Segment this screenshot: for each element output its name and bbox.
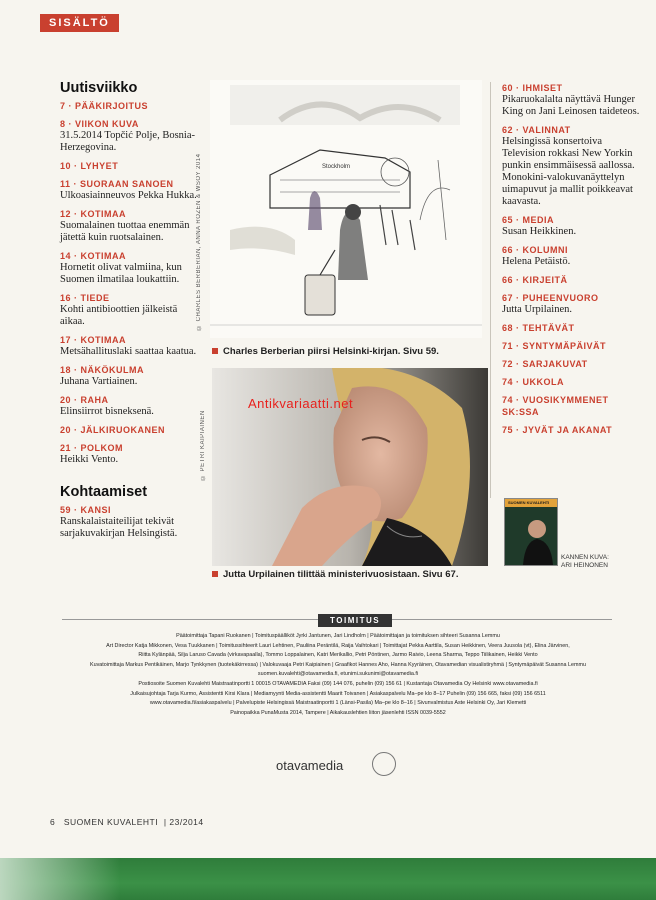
cover-masthead: SUOMEN KUVALEHTI — [508, 500, 550, 505]
toc-item-section: 75 · JYVÄT JA AKANAT — [502, 425, 613, 435]
toc-item — [502, 424, 642, 436]
sketch-illustration — [210, 80, 482, 338]
toc-item-section: 65 · MEDIA — [502, 215, 555, 225]
toc-item-description: 31.5.2014 Topčić Polje, Bosnia-Herzegovina. — [60, 130, 195, 153]
toc-item — [502, 340, 642, 352]
illustration-caption-text: Charles Berberian piirsi Helsinki-kirjan. Sivu 59. — [223, 346, 439, 357]
toc-item — [60, 364, 200, 388]
toc-item-description: Ulkoasiainneuvos Pekka Hukka. — [60, 190, 197, 201]
toc-item-description: Susan Heikkinen. — [502, 226, 577, 237]
toc-item — [502, 274, 642, 286]
staff-row: Julkaisujohtaja Tarja Kurmo, Assistentti Kirsi Klara | Mediamyynti Media-assistentti Maarit Toivanen | Asiakaspalvelu Ma–pe klo 8–17 Puhelin (09) 156 665, faksi (09) 156 6511 — [130, 690, 546, 697]
toc-item — [60, 118, 200, 154]
toc-item-section: 17 · KOTIMAA — [60, 335, 127, 345]
toimitus-label: TOIMITUS — [318, 614, 392, 627]
kohtaamiset-heading: Kohtaamiset — [60, 484, 148, 500]
toc-item-section: 74 · UKKOLA — [502, 377, 565, 387]
photo-credit: © PETRI KAIPIAINEN — [200, 410, 206, 480]
toc-item-section: 72 · SARJAKUVAT — [502, 359, 588, 369]
toc-right-column — [502, 82, 642, 442]
toc-item-section: 8 · VIIKON KUVA — [60, 119, 139, 129]
staff-row: Painopaikka PunaMusta 2014, Tampere | Aikakauslehtien liiton jäsenlehti ISSN 0039-5552 — [230, 709, 446, 716]
toc-item-section: 21 · POLKOM — [60, 443, 124, 453]
page-number: 6 — [50, 817, 56, 827]
toc-item — [60, 208, 200, 244]
page-footer: 6 SUOMEN KUVALEHTI | 23/2014 — [50, 817, 204, 827]
toc-item — [60, 178, 200, 202]
cover-caption-line1: KANNEN KUVA: — [561, 554, 609, 561]
toc-item-section: 7 · PÄÄKIRJOITUS — [60, 101, 149, 111]
cover-image — [505, 499, 557, 565]
toc-item-description: Juhana Vartiainen. — [60, 376, 138, 387]
toc-item — [502, 394, 642, 418]
toc-item — [502, 82, 642, 118]
toc-item — [60, 424, 200, 436]
right-list — [502, 82, 642, 436]
toc-item-section: 20 · RAHA — [60, 395, 109, 405]
toc-item-section: 59 · KANSI — [60, 505, 112, 515]
toc-item-section: 60 · IHMISET — [502, 83, 563, 93]
staff-row: suomen.kuvalehti@otavamedia.fi, etunimi.sukunimi@otavamedia.fi — [257, 671, 419, 678]
staff-row: Postiosoite Suomen Kuvalehti Maistraatinportti 1 00015 OTAVAMEDIA Faksi (09) 144 076, puhelin (09) 156 61 | Kustantaja Otavamedia Oy Helsinki www.otavamedia.fi — [138, 680, 538, 687]
toc-left-column — [60, 80, 200, 546]
kohtaamiset-list — [60, 504, 200, 540]
certification-seal-icon — [372, 752, 396, 776]
toc-item — [502, 322, 642, 334]
publication-name: SUOMEN KUVALEHTI — [63, 817, 159, 827]
staff-row: Art Director Katja Mikkonen, Vesa Tuukkanen | Toimitussihteerit Lauri Lehtinen, Pauliina Peräntilä, Raija Vaihtokari | Toimittajat Pekka Aarttila, Susan Heikkinen, Veera Juusola (vt), Elina Järvinen, — [106, 642, 570, 649]
caption-marker — [212, 348, 218, 354]
toc-item-description: Kohti antibioottien jälkeistä aikaa. — [60, 304, 178, 327]
toc-item — [502, 358, 642, 370]
issue-number: 23/2014 — [169, 817, 204, 827]
toc-item-section: 66 · KOLUMNI — [502, 245, 569, 255]
toc-item — [60, 160, 200, 172]
uutisviikko-list — [60, 100, 200, 466]
toc-item-section: 11 · SUORAAN SANOEN — [60, 179, 174, 189]
svg-text:Stockholm: Stockholm — [322, 164, 351, 170]
toc-item-section: 16 · TIEDE — [60, 293, 110, 303]
toc-item — [60, 504, 200, 540]
caption-marker — [212, 571, 218, 577]
toc-item — [502, 376, 642, 388]
toc-item-section: 18 · NÄKÖKULMA — [60, 365, 145, 375]
toc-item-section: 12 · KOTIMAA — [60, 209, 127, 219]
toc-item — [502, 124, 642, 208]
photo-caption-text: Jutta Urpilainen tilittää ministerivuosistaan. Sivu 67. — [223, 569, 459, 580]
illustration-caption — [212, 346, 439, 357]
staff-row: www.otavamedia.fi/asiakaspalvelu | Palvelupiste Helsingissä Maistraatinportti 1 (Länsi-Pasila) Ma–pe klo 8–16 | Sivunvalmistus Aste Helsinki Oy, Jari Klemetti — [149, 700, 527, 707]
toc-item-description: Jutta Urpilainen. — [502, 304, 572, 315]
toc-item — [60, 334, 200, 358]
toc-item — [60, 394, 200, 418]
photo-caption — [212, 569, 458, 580]
toc-item-section: 67 · PUHEENVUORO — [502, 293, 599, 303]
helsinki-illustration — [210, 80, 482, 338]
toc-item-description: Heikki Vento. — [60, 454, 119, 465]
toc-item-description: Helena Petäistö. — [502, 256, 571, 267]
toc-item-description: Suomalainen tuottaa enemmän jätettä kuin ruotsalainen. — [60, 220, 190, 243]
cover-thumbnail — [504, 498, 558, 566]
column-divider — [490, 82, 491, 498]
illustration-credit: © CHARLES BERBERIAN, ANNA ROZEN & WSOY 2014 — [196, 153, 202, 330]
toc-item-description: Pikaruokalalta näyttävä Hunger King on Jani Leinosen taideteos. — [502, 94, 640, 117]
otavamedia-logo: otavamedia — [276, 758, 344, 773]
toc-item-section: 68 · TEHTÄVÄT — [502, 323, 575, 333]
staff-row: Päätoimittaja Tapani Ruokanen | Toimituspäälliköt Jyrki Jantunen, Jari Lindholm | Päätoimittajan ja toimituksen sihteeri Susanna Lemmu — [176, 633, 500, 639]
watermark-text: Antikvariaatti.net — [248, 396, 354, 411]
section-tag: SISÄLTÖ — [40, 14, 119, 32]
toc-item-description: Elinsiirrot bisneksenä. — [60, 406, 154, 417]
staff-row: Riitta Kylänpää, Silja Laruso Cavada (virkavapaalla), Tommo Loppalainen, Katri Merikallio, Petri Pöntinen, Jarmo Raivio, Leena Sharma, Teppo Tiilikainen, Heikki Vento — [138, 652, 538, 659]
toc-item — [502, 244, 642, 268]
toc-item-description: Ranskalaistaiteilijat tekivät sarjakuvakirjan Helsingistä. — [60, 516, 178, 539]
cover-caption — [561, 554, 609, 570]
toc-item — [60, 100, 200, 112]
toc-item-description: Helsingissä konsertoiva Television rokkasi New Yorkin punkin ensimmäisessä aallossa. Monokini-valokuvanäyttelyn uimapuvut ja mallit poikkeavat kaavasta. — [502, 136, 635, 207]
toc-item — [60, 442, 200, 466]
toc-item-section: 66 · KIRJEITÄ — [502, 275, 568, 285]
uutisviikko-heading: Uutisviikko — [60, 80, 138, 96]
toc-item-section: 10 · LYHYET — [60, 161, 119, 171]
toc-item — [502, 214, 642, 238]
toc-item-section: 20 · JÄLKIRUOKANEN — [60, 425, 166, 435]
toc-item — [502, 292, 642, 316]
toc-item-section: 62 · VALINNAT — [502, 125, 571, 135]
toc-item-section: 14 · KOTIMAA — [60, 251, 127, 261]
staff-box — [62, 632, 614, 718]
toc-item-section: 74 · VUOSIKYMMENET SK:SSA — [502, 395, 609, 417]
staff-row: Kuvatoimittaja Markus Pentikäinen, Marjo Tynkkynen (tuotekäkirressa) | Valokuvaaja Petri Kaipiainen | Graafikot Hannes Aho, Hanna Kyyräinen, Otavamedian visualistiryhmä | Syntymäpäivät Susanna Lemmu — [90, 661, 586, 668]
background-strip — [0, 858, 656, 900]
toc-item-section: 71 · SYNTYMÄPÄIVÄT — [502, 341, 607, 351]
toc-item — [60, 250, 200, 286]
toc-item-description: Metsähallituslaki saattaa kaatua. — [60, 346, 197, 357]
toc-item-description: Hornetit olivat valmiina, kun Suomen ilmatilaa loukattiin. — [60, 262, 182, 285]
cover-caption-line2: ARI HEINONEN — [561, 562, 608, 569]
toc-item — [60, 292, 200, 328]
